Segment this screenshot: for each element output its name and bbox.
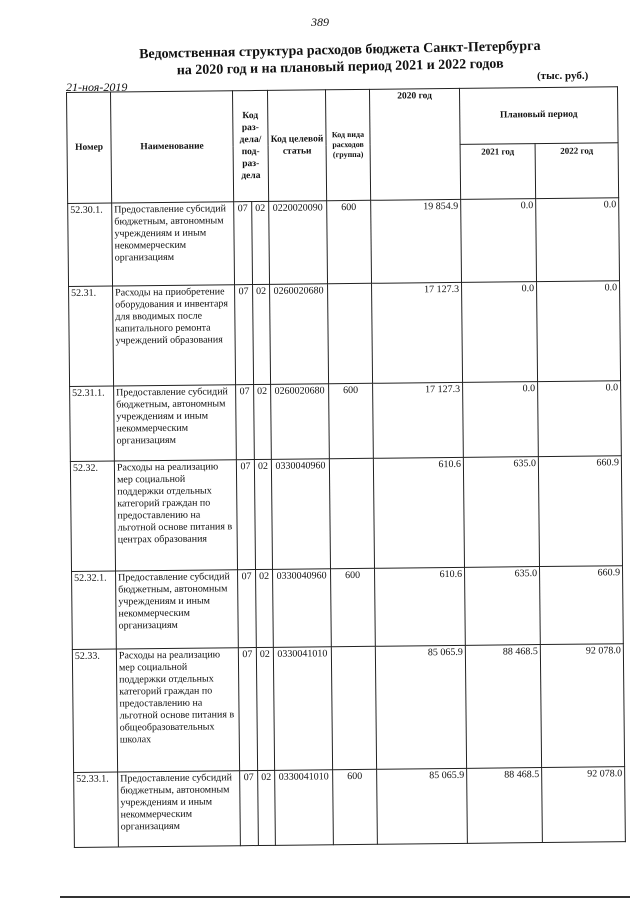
row-number: 52.33. (72, 649, 117, 772)
row-amount-2020: 610.6 (375, 567, 466, 646)
row-subsection: 02 (258, 770, 276, 845)
row-subsection: 02 (256, 569, 274, 647)
header-expense-type: Код вида расходов (группа) (325, 89, 370, 200)
row-amount-2021: 635.0 (463, 457, 539, 568)
row-number: 52.32.1. (72, 571, 117, 649)
header-2022: 2022 год (535, 142, 619, 198)
row-amount-2021: 635.0 (464, 567, 540, 646)
row-amount-2021: 0.0 (461, 199, 537, 283)
row-amount-2021: 0.0 (463, 382, 539, 458)
title-line-1: Ведомственная структура расходов бюджета Санкт-Петербурга (138, 38, 541, 63)
row-subsection: 02 (256, 647, 274, 770)
row-name: Предоставление субсидий бюджетным, автономным учреждениям и иным некоммерческим организациям (118, 771, 241, 847)
row-amount-2020: 610.6 (373, 457, 464, 568)
row-section: 07 (235, 285, 254, 385)
header-row (67, 87, 619, 148)
row-subsection: 02 (252, 201, 270, 284)
row-target-code: 0220020090 (269, 201, 328, 285)
header-2020: 2020 год (369, 88, 460, 200)
row-amount-2020: 17 127.3 (372, 282, 463, 383)
header-planned: Плановый период (459, 87, 618, 144)
row-subsection: 02 (254, 459, 272, 569)
row-amount-2022: 660.9 (539, 566, 623, 645)
table-row (74, 767, 626, 848)
row-amount-2022: 0.0 (537, 281, 621, 382)
row-name: Предоставление субсидий бюджетным, автономным учреждениям и иным некоммерческим организациям (114, 385, 237, 461)
row-amount-2021: 88 468.5 (465, 645, 541, 769)
row-name: Предоставление субсидий бюджетным, автономным учреждениям и иным некоммерческим организациям (112, 202, 235, 286)
row-subsection: 02 (253, 284, 271, 384)
row-section: 07 (236, 460, 255, 570)
row-section: 07 (234, 202, 253, 285)
document-title (120, 37, 561, 80)
row-section: 07 (238, 570, 257, 648)
row-expense-type: 600 (329, 383, 374, 458)
row-expense-type (328, 283, 373, 383)
budget-table (66, 86, 626, 848)
row-amount-2022: 92 078.0 (542, 767, 626, 843)
row-number: 52.31. (69, 286, 114, 386)
row-number: 52.33.1. (74, 772, 119, 847)
row-amount-2021: 0.0 (462, 282, 538, 383)
row-expense-type: 600 (333, 769, 378, 844)
row-amount-2022: 92 078.0 (540, 644, 624, 768)
table-row (69, 281, 621, 387)
header-2021: 2021 год (460, 143, 536, 199)
row-target-code: 0330040960 (273, 569, 332, 648)
row-expense-type (331, 646, 376, 769)
page-bottom-line (60, 896, 630, 898)
header-section: Код раз-дела/ под-раз-дела (232, 90, 268, 201)
row-target-code: 0330040960 (271, 459, 330, 570)
row-expense-type (329, 458, 374, 568)
row-number: 52.32. (70, 461, 115, 571)
row-number: 52.30.1. (68, 203, 113, 286)
table-row (70, 381, 622, 462)
row-section: 07 (236, 385, 255, 460)
document-date: 21-ноя-2019 (66, 80, 128, 94)
row-number: 52.31.1. (70, 386, 115, 461)
title-line-2: на 2020 год и на плановый период 2021 и 2022 годов (176, 56, 504, 79)
table-row (72, 644, 624, 773)
row-target-code: 0260020680 (271, 384, 330, 460)
row-amount-2020: 85 065.9 (377, 768, 468, 844)
row-expense-type: 600 (327, 200, 372, 283)
row-section: 07 (240, 771, 259, 846)
row-amount-2022: 0.0 (536, 198, 620, 282)
row-name: Расходы на реализацию мер социальной поддержки отдельных категорий граждан по предоставлению на льготной основе питания в общеобразовательных школах (116, 648, 239, 772)
row-amount-2020: 17 127.3 (373, 382, 464, 458)
table-row (72, 566, 624, 650)
row-target-code: 0330041010 (275, 770, 334, 846)
table-row (70, 456, 622, 572)
row-amount-2020: 85 065.9 (375, 645, 466, 769)
row-target-code: 0330041010 (273, 647, 332, 771)
row-expense-type: 600 (331, 568, 376, 646)
page-number: 389 (311, 15, 329, 29)
row-amount-2020: 19 854.9 (371, 199, 462, 283)
row-amount-2022: 0.0 (538, 381, 622, 457)
row-name: Расходы на приобретение оборудования и инвентаря для вводимых после капитального ремонта учреждений образования (113, 285, 236, 386)
row-name: Расходы на реализацию мер социальной поддержки отдельных категорий граждан по предоставлению на льготной основе питания в центрах образования (114, 460, 237, 571)
row-name: Предоставление субсидий бюджетным, автономным учреждениям и иным некоммерческим организациям (116, 570, 239, 649)
header-target: Код целевой статьи (267, 90, 326, 202)
row-amount-2021: 88 468.5 (467, 768, 543, 844)
header-name: Наименование (111, 91, 234, 203)
row-section: 07 (238, 648, 257, 771)
row-target-code: 0260020680 (270, 284, 329, 385)
row-amount-2022: 660.9 (538, 456, 622, 567)
units-label: (тыс. руб.) (537, 70, 589, 82)
table-row (68, 198, 620, 287)
header-num: Номер (67, 92, 112, 203)
row-subsection: 02 (254, 384, 272, 459)
